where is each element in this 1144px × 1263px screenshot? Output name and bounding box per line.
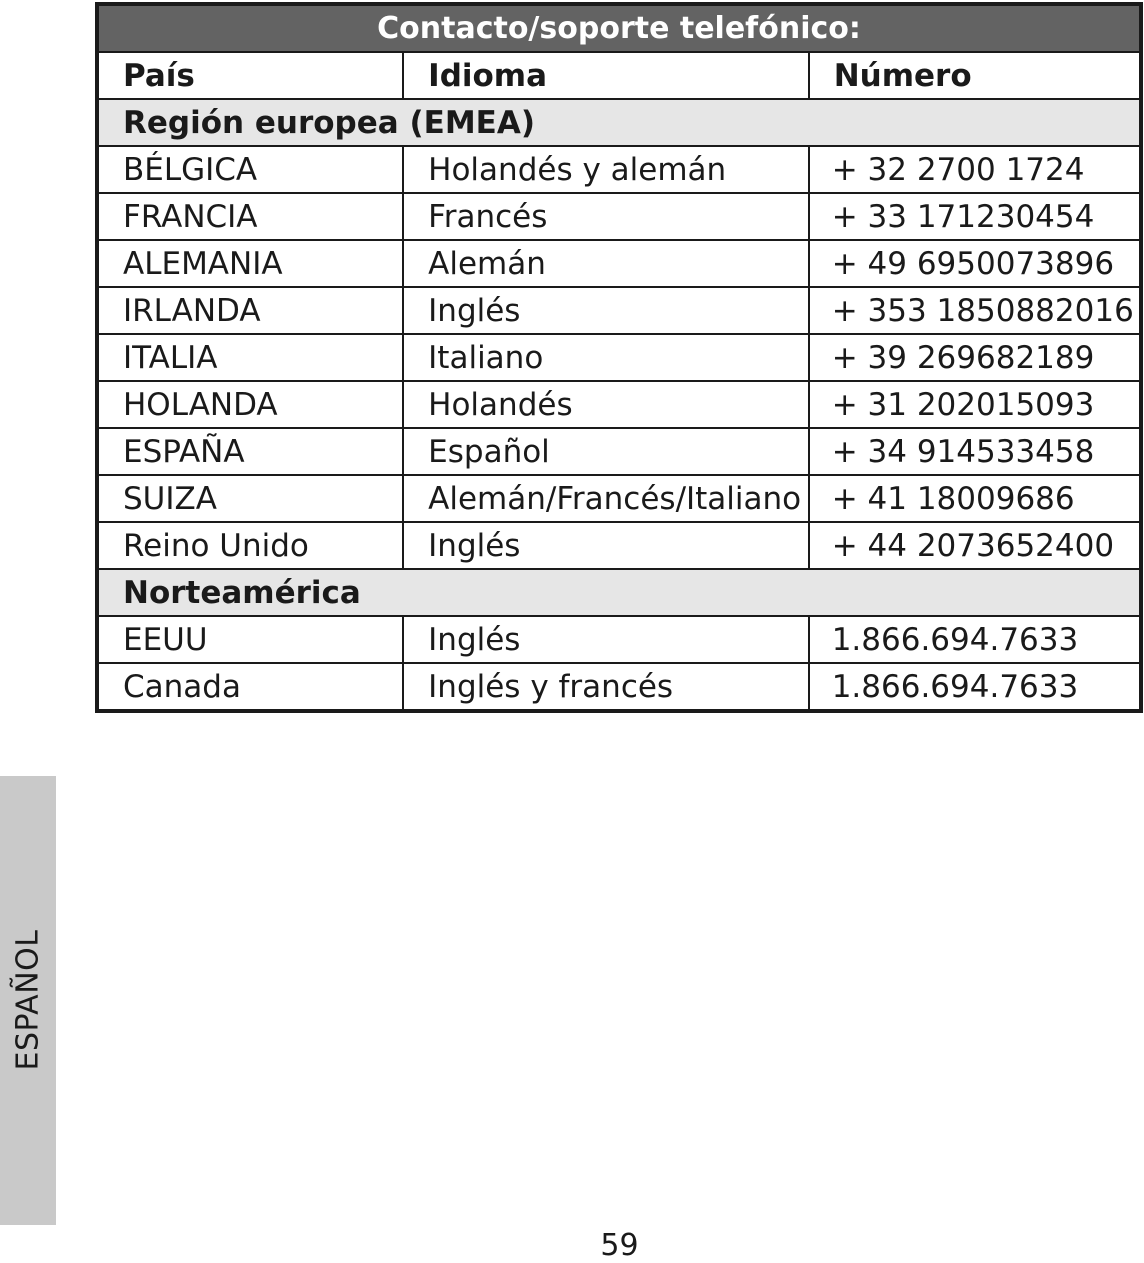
phone-number-cell: + 41 18009686 (809, 475, 1141, 522)
language-side-tab-label: ESPAÑOL (10, 929, 46, 1071)
table-row (97, 663, 1141, 711)
table-row (97, 381, 1141, 428)
country-cell: ITALIA (97, 334, 403, 381)
country-cell: ESPAÑA (97, 428, 403, 475)
country-cell: IRLANDA (97, 287, 403, 334)
country-cell: SUIZA (97, 475, 403, 522)
table-row (97, 428, 1141, 475)
phone-number-cell: + 353 1850882016 (809, 287, 1141, 334)
phone-number-cell: + 32 2700 1724 (809, 146, 1141, 193)
table-row (97, 240, 1141, 287)
header-number: Número (809, 52, 1141, 99)
table-row (97, 522, 1141, 569)
phone-number-cell: + 39 269682189 (809, 334, 1141, 381)
phone-number-cell: 1.866.694.7633 (809, 616, 1141, 663)
language-cell: Inglés (403, 287, 809, 334)
language-cell: Español (403, 428, 809, 475)
region-name: Norteamérica (97, 569, 1141, 616)
header-country: País (97, 52, 403, 99)
language-cell: Holandés y alemán (403, 146, 809, 193)
table-row (97, 475, 1141, 522)
country-cell: BÉLGICA (97, 146, 403, 193)
region-row-north-america (97, 569, 1141, 616)
phone-number-cell: + 49 6950073896 (809, 240, 1141, 287)
language-cell: Francés (403, 193, 809, 240)
country-cell: Reino Unido (97, 522, 403, 569)
header-language: Idioma (403, 52, 809, 99)
table-row (97, 287, 1141, 334)
phone-number-cell: + 31 202015093 (809, 381, 1141, 428)
phone-number-cell: + 44 2073652400 (809, 522, 1141, 569)
page-number: 59 (600, 1228, 639, 1263)
language-cell: Inglés y francés (403, 663, 809, 711)
language-cell: Alemán (403, 240, 809, 287)
region-name: Región europea (EMEA) (97, 99, 1141, 146)
table-row (97, 146, 1141, 193)
phone-number-cell: 1.866.694.7633 (809, 663, 1141, 711)
table-title: Contacto/soporte telefónico: (97, 4, 1141, 52)
table-row (97, 334, 1141, 381)
region-row-emea (97, 99, 1141, 146)
language-cell: Alemán/Francés/Italiano (403, 475, 809, 522)
country-cell: FRANCIA (97, 193, 403, 240)
table-row (97, 193, 1141, 240)
language-cell: Inglés (403, 522, 809, 569)
table-title-row (97, 4, 1141, 52)
contact-support-table (95, 2, 1143, 713)
phone-number-cell: + 33 171230454 (809, 193, 1141, 240)
country-cell: Canada (97, 663, 403, 711)
table-row (97, 616, 1141, 663)
country-cell: HOLANDA (97, 381, 403, 428)
language-cell: Italiano (403, 334, 809, 381)
language-cell: Holandés (403, 381, 809, 428)
table-header-row (97, 52, 1141, 99)
country-cell: EEUU (97, 616, 403, 663)
phone-number-cell: + 34 914533458 (809, 428, 1141, 475)
language-cell: Inglés (403, 616, 809, 663)
country-cell: ALEMANIA (97, 240, 403, 287)
